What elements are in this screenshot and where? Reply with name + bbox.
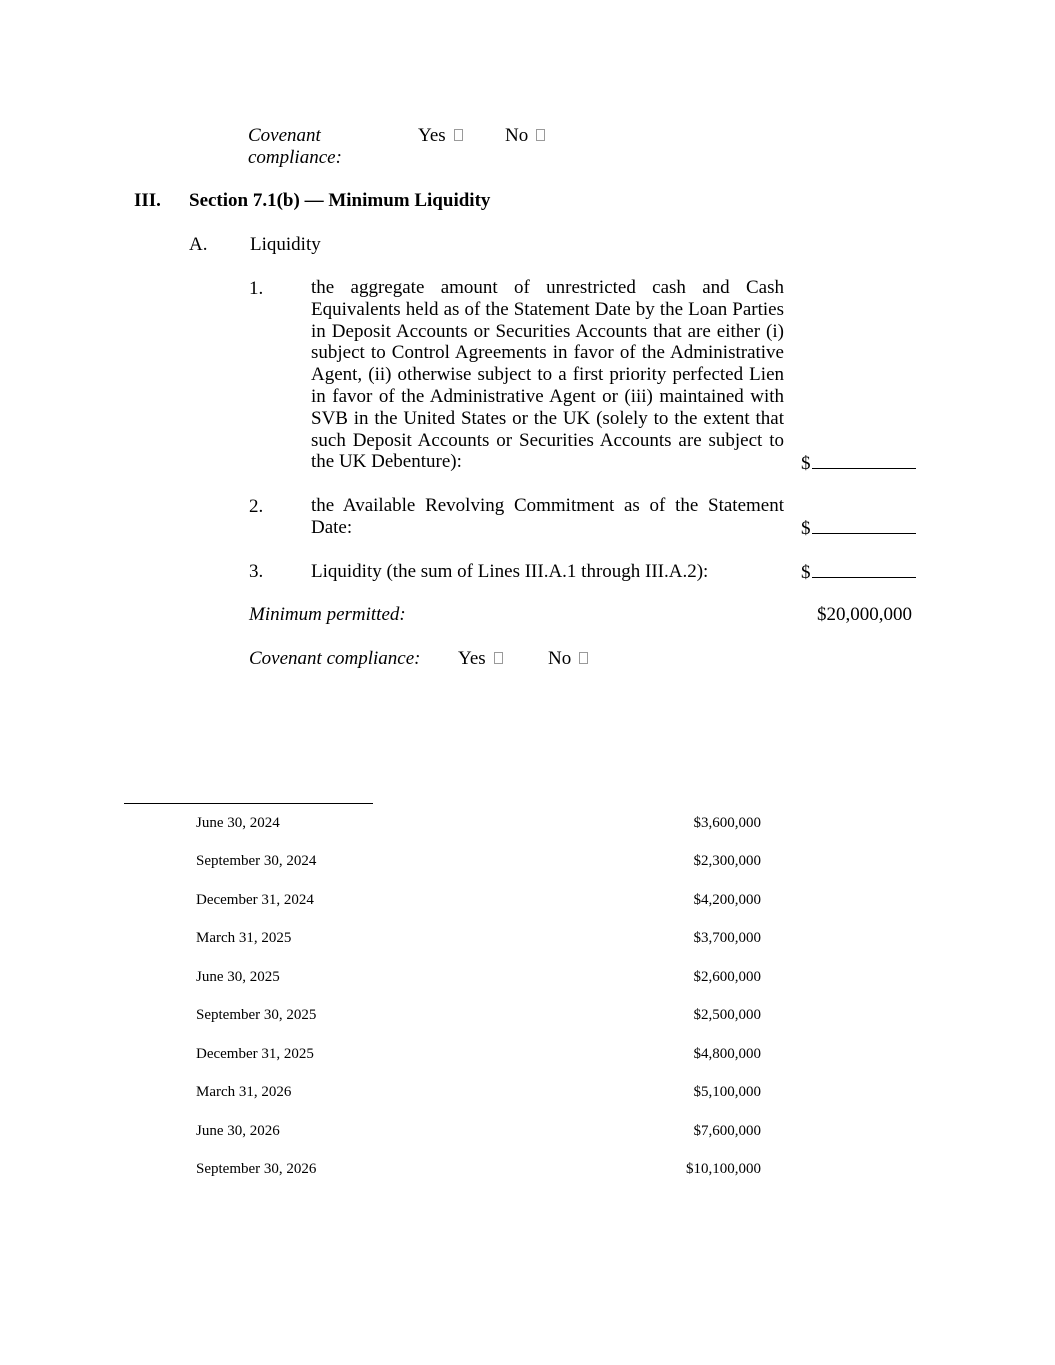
schedule-date: September 30, 2025 [196, 1007, 317, 1023]
item-2-blank[interactable] [812, 517, 916, 534]
bottom-compliance-no-label: No [548, 648, 572, 669]
schedule-amount: $10,100,000 [686, 1161, 761, 1177]
bottom-compliance-yes[interactable] [458, 648, 503, 670]
minimum-value: $20,000,000 [817, 604, 912, 625]
table-row [196, 1045, 761, 1063]
minimum-label: Minimum permitted: [249, 604, 406, 625]
top-compliance-label-line1: Covenant [248, 125, 321, 146]
top-no-checkbox[interactable] [536, 129, 545, 141]
schedule-date: March 31, 2025 [196, 930, 292, 946]
schedule-amount: $5,100,000 [693, 1084, 761, 1100]
section-number: III. [134, 190, 161, 211]
top-compliance-yes-label: Yes [418, 125, 446, 146]
bottom-compliance-label: Covenant compliance: [249, 648, 421, 669]
item-3-text: Liquidity (the sum of Lines III.A.1 through III.A.2): [311, 561, 709, 582]
schedule-amount: $2,500,000 [693, 1007, 761, 1023]
item-1-blank[interactable] [812, 452, 916, 469]
item-1-number: 1. [249, 278, 264, 299]
subsection-title: Liquidity [250, 234, 321, 255]
schedule-date: September 30, 2026 [196, 1161, 317, 1177]
top-compliance-yes[interactable] [418, 125, 463, 147]
item-3-amount[interactable] [801, 561, 916, 584]
item-3-number: 3. [249, 561, 264, 582]
top-compliance-label-line2: compliance: [248, 147, 342, 168]
subsection-letter: A. [189, 234, 208, 255]
item-2-number: 2. [249, 496, 264, 517]
item-3-dollar: $ [801, 562, 811, 583]
schedule-amount: $2,300,000 [693, 853, 761, 869]
table-row [196, 1006, 761, 1024]
item-1-amount[interactable] [801, 452, 916, 475]
schedule-date: June 30, 2026 [196, 1123, 280, 1139]
schedule-date: June 30, 2025 [196, 969, 280, 985]
bottom-no-checkbox[interactable] [579, 652, 588, 664]
schedule-amount: $3,700,000 [693, 930, 761, 946]
item-1-text: the aggregate amount of unrestricted cash and Cash Equivalents held as of the Statement Date by the Loan Parties in Deposit Accounts or Securities Accounts that are either (i) subject to Control Agreements in favor of the Administrative Agent, (ii) otherwise subject to a first priority perfected Lien in favor of the Administrative Agent or (iii) maintained with SVB in the United States or the UK (solely to the extent that such Deposit Accounts or Securities Accounts are subject to the UK Debenture): [311, 277, 784, 473]
bottom-compliance-no[interactable] [548, 648, 588, 670]
item-1-dollar: $ [801, 453, 811, 474]
section-title: Section 7.1(b) — Minimum Liquidity [189, 190, 491, 211]
schedule-amount: $3,600,000 [693, 815, 761, 831]
footnote-divider [124, 803, 373, 804]
table-row [196, 968, 761, 986]
schedule-amount: $4,800,000 [693, 1046, 761, 1062]
table-row [196, 1122, 761, 1140]
schedule-date: September 30, 2024 [196, 853, 317, 869]
top-compliance-no-label: No [505, 125, 529, 146]
bottom-compliance-yes-label: Yes [458, 648, 486, 669]
table-row [196, 1083, 761, 1101]
schedule-date: June 30, 2024 [196, 815, 280, 831]
table-row [196, 929, 761, 947]
schedule-amount: $2,600,000 [693, 969, 761, 985]
item-2-text: the Available Revolving Commitment as of the Statement Date: [311, 495, 784, 538]
item-2-dollar: $ [801, 518, 811, 539]
item-3-blank[interactable] [812, 561, 916, 578]
top-yes-checkbox[interactable] [454, 129, 463, 141]
schedule-date: March 31, 2026 [196, 1084, 292, 1100]
item-2-amount[interactable] [801, 517, 916, 540]
top-compliance-no[interactable] [505, 125, 545, 147]
table-row [196, 891, 761, 909]
bottom-yes-checkbox[interactable] [494, 652, 503, 664]
schedule-amount: $7,600,000 [693, 1123, 761, 1139]
schedule-amount: $4,200,000 [693, 892, 761, 908]
table-row [196, 1160, 761, 1178]
schedule-date: December 31, 2025 [196, 1046, 314, 1062]
table-row [196, 852, 761, 870]
schedule-date: December 31, 2024 [196, 892, 314, 908]
table-row [196, 814, 761, 832]
